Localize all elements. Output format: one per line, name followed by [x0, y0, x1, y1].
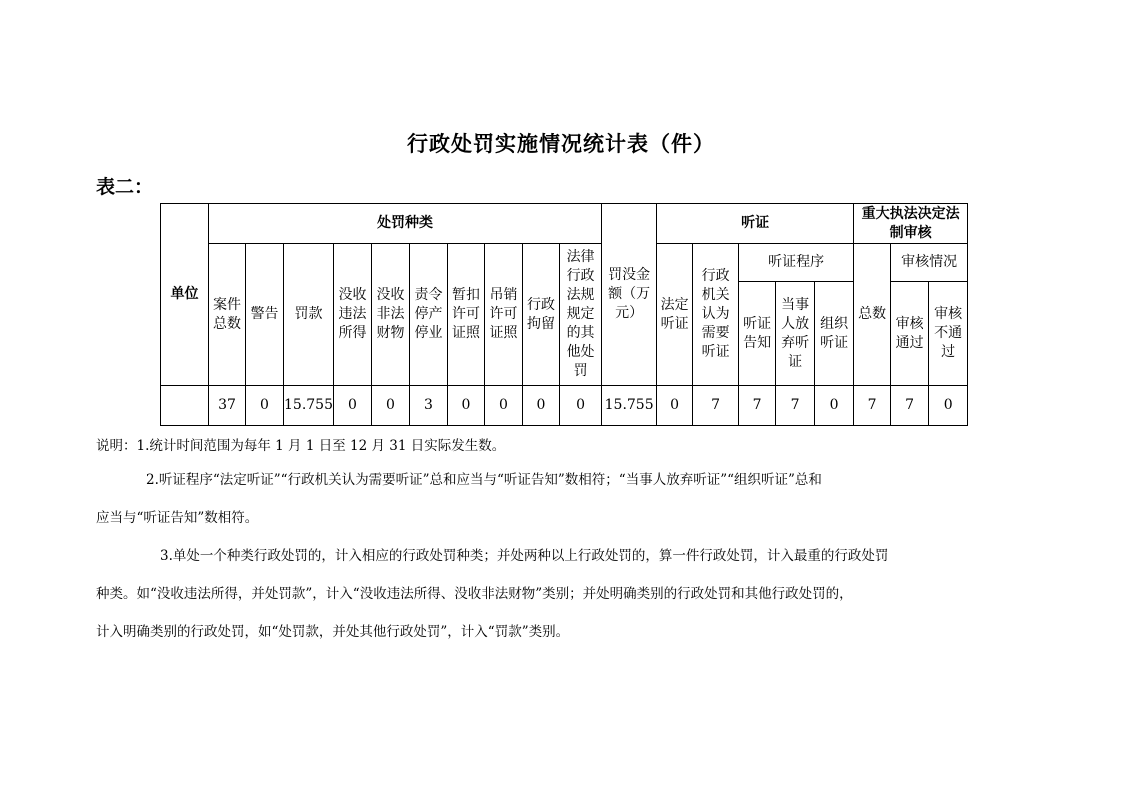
header-review-status: 审核情况	[891, 244, 968, 282]
cell-statutory-hearing: 0	[657, 386, 693, 426]
header-review-passed: 审核通过	[891, 282, 929, 386]
header-suspend-license: 暂扣许可证照	[448, 244, 485, 386]
note-3-line-2: 种类。如“没收违法所得，并处罚款”，计入“没收违法所得、没收非法财物”类别；并处明确类别的行政处罚和其他行政处罚的，	[96, 586, 853, 602]
header-order-suspend: 责令停产停业	[410, 244, 448, 386]
cell-organize-hearing: 0	[815, 386, 854, 426]
header-fine-amount-text: 罚没金额（万元）	[608, 267, 651, 321]
header-penalty-types: 处罚种类	[209, 204, 602, 244]
note-3-line-1: 3.单处一个种类行政处罚的，计入相应的行政处罚种类；并处两种以上行政处罚的，算一件行政处罚，计入最重的行政处罚	[160, 548, 889, 564]
cell-agency-hearing: 7	[693, 386, 739, 426]
cell-review-failed: 0	[929, 386, 968, 426]
cell-warning: 0	[246, 386, 284, 426]
header-major-review-text: 重大执法决定法制审核	[861, 205, 960, 241]
page-title: 行政处罚实施情况统计表（件）	[407, 132, 715, 156]
cell-confiscate-property: 0	[372, 386, 410, 426]
note-3-line-3: 计入明确类别的行政处罚，如“处罚款，并处其他行政处罚”，计入“罚款”类别。	[96, 624, 570, 640]
header-party-waives: 当事人放弃听证	[776, 282, 815, 386]
header-confiscate-property: 没收非法财物	[372, 244, 410, 386]
header-revoke-license: 吊销许可证照	[485, 244, 523, 386]
header-fine: 罚款	[284, 244, 334, 386]
header-row-2	[161, 244, 968, 282]
cell-confiscate-gains: 0	[334, 386, 372, 426]
header-hearing-procedure: 听证程序	[739, 244, 854, 282]
header-hearing-notice: 听证告知	[739, 282, 776, 386]
notes-section	[96, 434, 1036, 644]
header-detention: 行政拘留	[523, 244, 560, 386]
header-fine-amount	[602, 204, 657, 386]
header-confiscate-gains: 没收违法所得	[334, 244, 372, 386]
cell-revoke-license: 0	[485, 386, 523, 426]
statistics-table	[160, 203, 968, 426]
header-total: 总数	[854, 244, 891, 386]
header-warning: 警告	[246, 244, 284, 386]
header-row-1	[161, 204, 968, 244]
cell-hearing-notice: 7	[739, 386, 776, 426]
header-case-total: 案件总数	[209, 244, 246, 386]
header-statutory-hearing: 法定听证	[657, 244, 693, 386]
cell-review-passed: 7	[891, 386, 929, 426]
header-major-review	[854, 204, 968, 244]
cell-total: 7	[854, 386, 891, 426]
header-hearing: 听证	[657, 204, 854, 244]
cell-detention: 0	[523, 386, 560, 426]
cell-unit	[161, 386, 209, 426]
cell-other-penalty: 0	[560, 386, 602, 426]
note-2-line-1: 2.听证程序“法定听证”“行政机关认为需要听证”总和应当与“听证告知”数相符；“当事人放弃听证”“组织听证”总和	[146, 472, 822, 488]
header-review-failed: 审核不通过	[929, 282, 968, 386]
note-1: 说明：1.统计时间范围为每年 1 月 1 日至 12 月 31 日实际发生数。	[96, 438, 506, 454]
table-label: 表二：	[96, 176, 154, 198]
note-2-line-2: 应当与“听证告知”数相符。	[96, 510, 259, 526]
cell-suspend-license: 0	[448, 386, 485, 426]
cell-fine: 15.755	[284, 386, 334, 426]
cell-order-suspend: 3	[410, 386, 448, 426]
cell-case-total: 37	[209, 386, 246, 426]
cell-party-waives: 7	[776, 386, 815, 426]
table-row	[161, 386, 968, 426]
header-unit: 单位	[161, 204, 209, 386]
header-organize-hearing: 组织听证	[815, 282, 854, 386]
header-agency-hearing: 行政机关认为需要听证	[693, 244, 739, 386]
cell-fine-amount: 15.755	[602, 386, 657, 426]
header-other-penalty: 法律行政法规规定的其他处罚	[560, 244, 602, 386]
